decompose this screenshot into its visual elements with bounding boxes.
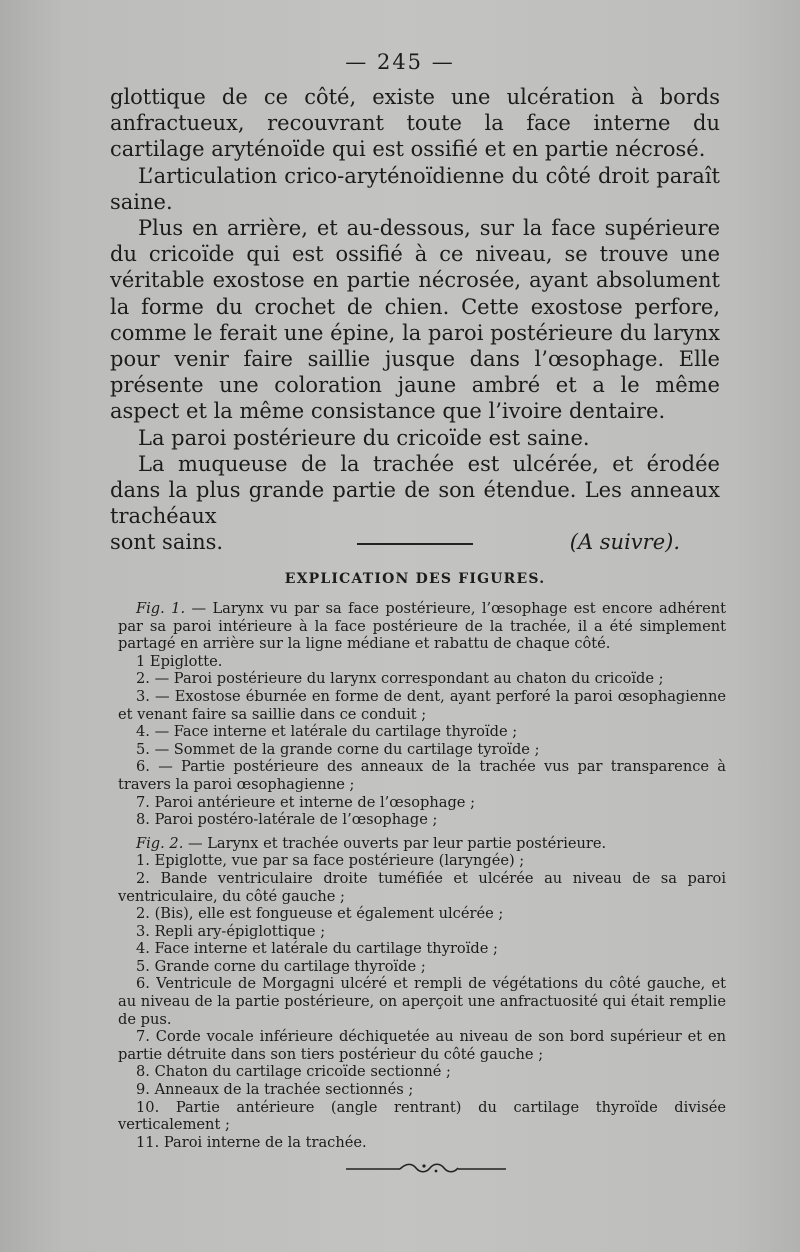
fig2-label: Fig. 2.	[136, 834, 184, 852]
paragraph: Plus en arrière, et au-dessous, sur la face supérieure du cricoïde qui est ossifié à ce niveau, se trouve une véritable exostose en partie nécrosée, ayant absolument la forme du crochet de chien. Cette exostose perfore, comme le ferait une épine, la paroi postérieure du larynx pour venir faire saillie jusque dans l’œsophage. Elle présente une coloration jaune ambré et a le même aspect et la même consistance que l’ivoire dentaire.	[110, 216, 720, 424]
paragraph: glottique de ce côté, existe une ulcération à bords anfractueux, recouvrant toute la face interne du cartilage aryténoïde qui est ossifié et en partie nécrosé.	[110, 85, 720, 162]
fig2-item: 1. Epiglotte, vue par sa face postérieure (laryngée) ;	[136, 852, 525, 870]
main-text	[110, 84, 720, 556]
fig2-item: 11. Paroi interne de la trachée.	[136, 1133, 367, 1151]
fig1-item: 6. — Partie postérieure des anneaux de la trachée vus par transparence à travers la paroi œsophagienne ;	[118, 758, 726, 793]
fig2-caption: Fig. 2. — Larynx et trachée ouverts par leur partie postérieure.	[136, 834, 607, 852]
fig1-item: 4. — Face interne et latérale du cartilage thyroïde ;	[136, 723, 518, 741]
fig2-item: 2. Bande ventriculaire droite tuméfiée et ulcérée au niveau de sa paroi ventriculaire, du côté gauche ;	[118, 869, 726, 905]
paragraph: L’articulation crico-aryténoïdienne du côté droit paraît saine.	[110, 163, 720, 214]
fig2-item: 3. Repli ary-épiglottique ;	[136, 922, 326, 940]
page-number: — 245 —	[345, 50, 455, 74]
end-ornament	[344, 1160, 508, 1176]
fig1-item: 5. — Sommet de la grande corne du cartilage tyroïde ;	[136, 740, 540, 758]
fig1-caption: Fig. 1. — Larynx vu par sa face postérieure, l’œsophage est encore adhérent par sa paroi intérieure à la face postérieure de la trachée, il a été simplement partagé en arrière sur la ligne médiane et rabattu de chaque côté.	[118, 600, 726, 653]
closing-text: sont sains.	[110, 530, 224, 555]
fig2-item: 9. Anneaux de la trachée sectionnés ;	[136, 1081, 414, 1099]
section-divider	[357, 543, 473, 545]
fig2-item: 5. Grande corne du cartilage thyroïde ;	[136, 957, 426, 975]
figures-heading: EXPLICATION DES FIGURES.	[284, 571, 546, 587]
paragraph: La paroi postérieure du cricoïde est saine.	[138, 425, 590, 450]
figure-explanations	[118, 600, 726, 1151]
fig2-item: 2. (Bis), elle est fongueuse et également ulcérée ;	[136, 905, 504, 923]
fig1-item: 2. — Paroi postérieure du larynx correspondant au chaton du cricoïde ;	[136, 670, 664, 688]
to-be-continued-note: (A suivre).	[569, 530, 680, 555]
fig1-label: Fig. 1.	[136, 600, 186, 617]
fig1-item: 3. — Exostose éburnée en forme de dent, ayant perforé la paroi œsophagienne et venant faire sa saillie dans ce conduit ;	[118, 687, 726, 723]
paragraph: La muqueuse de la trachée est ulcérée, et érodée dans la plus grande partie de son étendue. Les anneaux trachéaux	[110, 451, 720, 529]
fig1-item: 8. Paroi postéro-latérale de l’œsophage ;	[136, 811, 438, 829]
fig2-item: 8. Chaton du cartilage cricoïde sectionné ;	[136, 1063, 451, 1081]
fig2-item: 7. Corde vocale inférieure déchiquetée au niveau de son bord supérieur et en partie détruite dans son tiers postérieur du côté gauche ;	[118, 1028, 726, 1063]
fig1-item: 1 Epiglotte.	[136, 652, 223, 670]
fig2-item: 4. Face interne et latérale du cartilage thyroïde ;	[136, 940, 498, 958]
fig2-item: 6. Ventricule de Morgagni ulcéré et rempli de végétations du côté gauche, et au niveau de la partie postérieure, on aperçoit une anfractuosité qui était remplie de pus.	[118, 975, 726, 1028]
fig2-item: 10. Partie antérieure (angle rentrant) du cartilage thyroïde divisée verticalement ;	[118, 1098, 726, 1134]
fig1-item: 7. Paroi antérieure et interne de l’œsophage ;	[136, 793, 475, 811]
